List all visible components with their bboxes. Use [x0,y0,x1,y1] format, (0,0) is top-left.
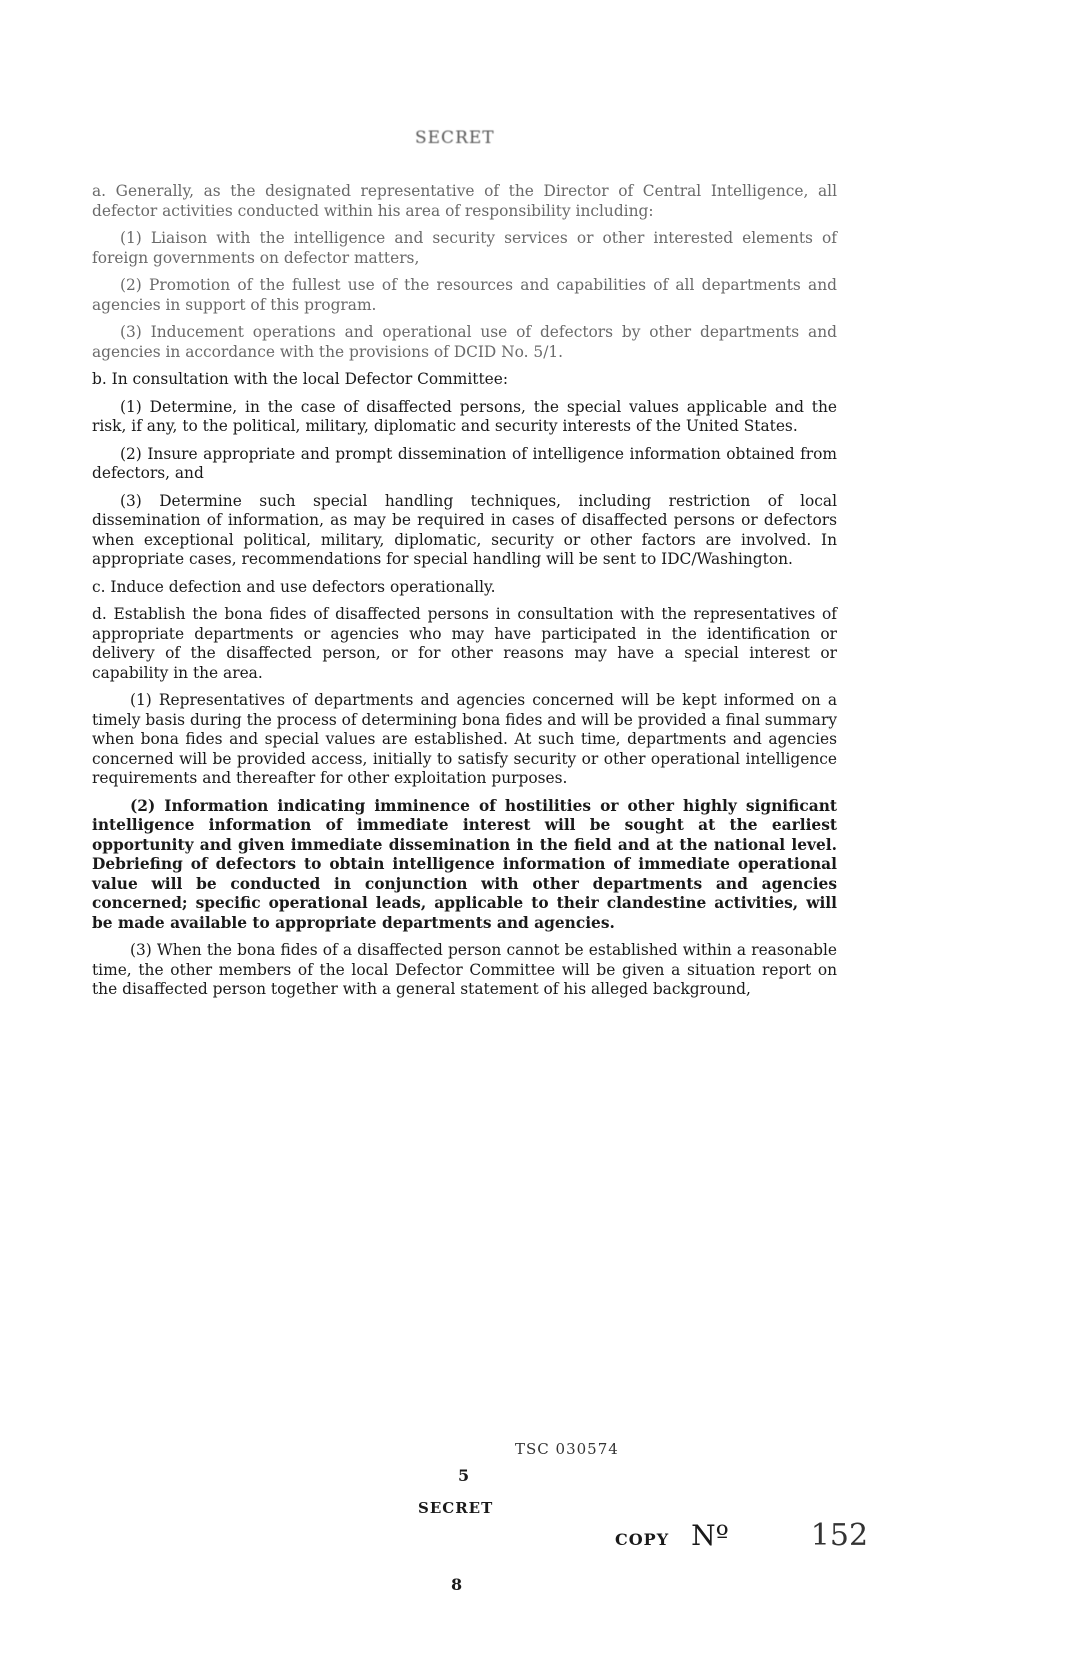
paragraph-a: a. Generally, as the designated representative of the Director of Central Intelligence, all defector activities conducted within his area of responsibility including: [92,182,837,220]
copy-number: 152 [810,1518,869,1553]
copy-number-stamp [615,1518,868,1553]
header-classification-mark: SECRET [415,128,495,148]
paragraph-d1: (1) Representatives of departments and agencies concerned will be kept informed on a timely basis during the process of determining bona fides and will be provided a final summary when bona fides and special values are established. At such time, departments and agencies concerned will be provided access, initially to satisfy security or other operational intelligence requirements and thereafter for other exploitation purposes. [92,691,838,787]
sheet-number: 8 [451,1575,463,1594]
paragraph-a3: (3) Inducement operations and operational use of defectors by other departments and agencies in accordance with the provisions of DCID No. 5/1. [92,323,837,361]
paragraph-a2: (2) Promotion of the fullest use of the resources and capabilities of all departments and agencies in support of this program. [92,276,837,314]
paragraph-d2: (2) Information indicating imminence of hostilities or other highly significant intelligence information of immediate interest will be sought at the earliest opportunity and given immediate dissemination in the field and at the national level. Debriefing of defectors to obtain intelligence information of immediate operational value will be conducted in conjunction with other departments and agencies concerned; specific operational leads, applicable to their clandestine activities, will be made available to appropriate departments and agencies. [92,796,837,932]
footer-classification: SECRET [418,1499,494,1517]
paragraph-a1: (1) Liaison with the intelligence and security services or other interested elements of foreign governments on defector matters, [92,229,837,267]
paragraph-b1: (1) Determine, in the case of disaffected persons, the special values applicable and the risk, if any, to the political, military, diplomatic and security interests of the United States. [92,397,837,435]
paragraph-b: b. In consultation with the local Defector Committee: [92,370,509,388]
paragraph-b3: (3) Determine such special handling techniques, including restriction of local dissemination of information, as may be required in cases of disaffected persons or defectors when exceptional political, military, diplomatic, security or other factors are involved. In appropriate cases, recommendations for special handling will be sent to IDC/Washington. [92,491,837,568]
copy-number-symbol: Nº [691,1519,729,1552]
paragraph-b2: (2) Insure appropriate and prompt dissemination of intelligence information obtained from defectors, and [92,444,837,482]
document-body [92,182,837,1008]
paragraph-d: d. Establish the bona fides of disaffected persons in consultation with the representatives of appropriate departments or agencies who may have participated in the identification or delivery of the disaffected person, or for other reasons may have a special interest or capability in the area. [92,605,837,682]
control-number: TSC 030574 [515,1440,619,1458]
paragraph-d3: (3) When the bona fides of a disaffected person cannot be established within a reasonable time, the other members of the local Defector Committee will be given a situation report on the disaffected person together with a general statement of his alleged background, [92,941,837,998]
page-number: 5 [458,1466,470,1485]
paragraph-c: c. Induce defection and use defectors operationally. [92,577,496,596]
copy-label: COPY [615,1530,670,1549]
